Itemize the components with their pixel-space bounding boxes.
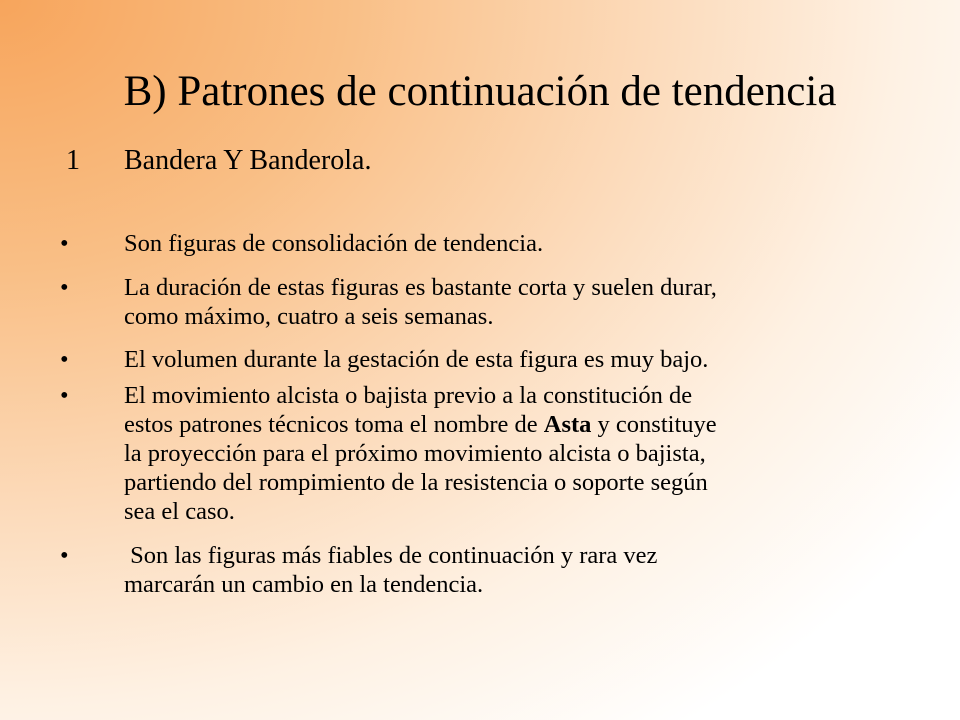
bullet-line: Son figuras de consolidación de tendencia.: [124, 230, 544, 257]
bullet-text: [124, 541, 914, 599]
bullet-text: [124, 273, 914, 331]
bullet-line: El volumen durante la gestación de esta figura es muy bajo.: [124, 346, 709, 373]
bullet-line: La duración de estas figuras es bastante corta y suelen durar,: [124, 274, 717, 301]
bullet-text: [124, 381, 914, 526]
bullet-point: •: [60, 382, 69, 409]
subtitle-number: 1: [66, 145, 80, 176]
bullet-point: •: [60, 274, 69, 301]
subtitle-text: Bandera Y Banderola.: [124, 145, 372, 176]
slide-title: B) Patrones de continuación de tendencia: [123, 68, 837, 115]
bullet-text: [124, 229, 914, 258]
bullet-line-segment: estos patrones técnicos toma el nombre de: [124, 411, 544, 438]
bullet-line: como máximo, cuatro a seis semanas.: [124, 303, 494, 330]
bullet-point: •: [60, 542, 69, 569]
bullet-line-segment: y constituye: [591, 411, 717, 438]
bullet-line: marcarán un cambio en la tendencia.: [124, 571, 484, 598]
asta-term: Asta: [543, 411, 592, 438]
bullet-text: [124, 345, 914, 374]
bullet-line: El movimiento alcista o bajista previo a la constitución de: [124, 382, 693, 409]
bullet-point: •: [60, 230, 69, 257]
bullet-line: [124, 410, 914, 439]
bullet-line: sea el caso.: [124, 498, 235, 525]
bullet-line: la proyección para el próximo movimiento alcista o bajista,: [124, 440, 706, 467]
bullet-point: •: [60, 346, 69, 373]
bullet-line: partiendo del rompimiento de la resistencia o soporte según: [124, 469, 708, 496]
bullet-line: Son las figuras más fiables de continuación y rara vez: [124, 542, 658, 569]
